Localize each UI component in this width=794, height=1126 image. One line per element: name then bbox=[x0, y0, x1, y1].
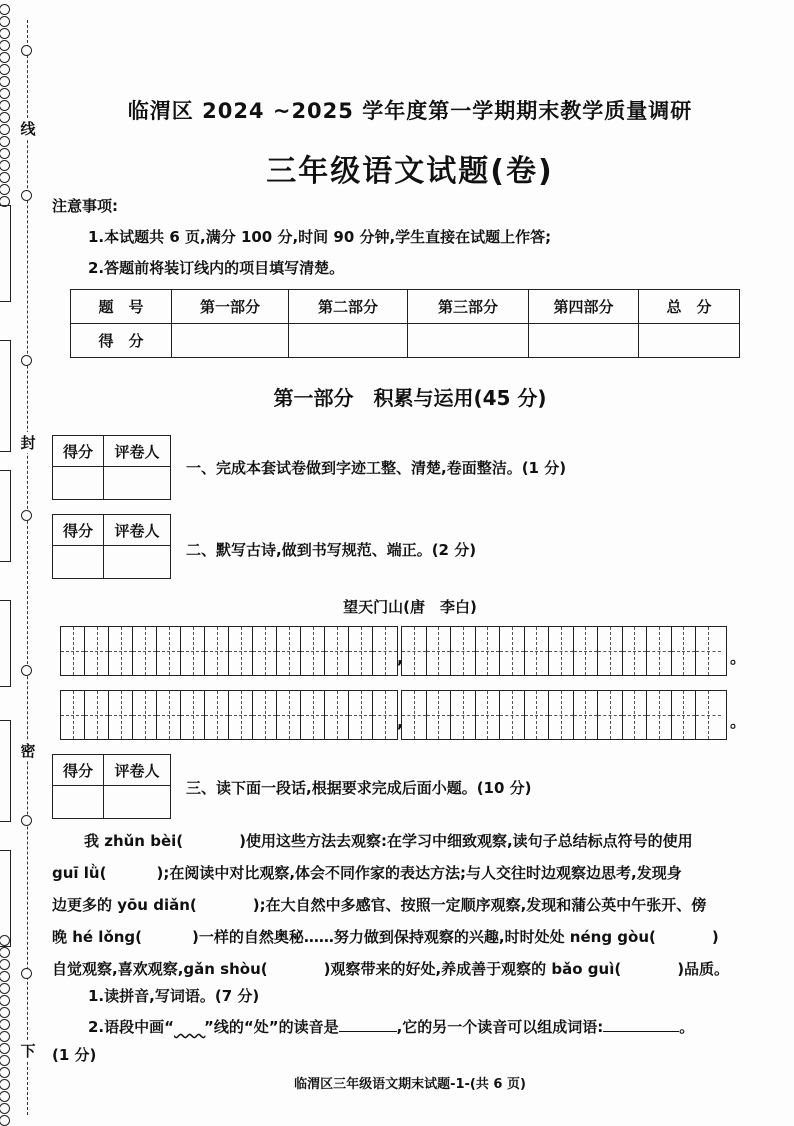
binding-hole-icon bbox=[0, 52, 10, 63]
passage-line-2: guī lǜ( );在阅读中对比观察,体会不同作家的表达方法;与人交往时边观察边思考,发现身 bbox=[52, 864, 682, 882]
binding-hole-icon bbox=[0, 1007, 10, 1018]
score-input-cell[interactable] bbox=[639, 324, 740, 358]
grader-score-input[interactable] bbox=[53, 546, 104, 579]
question-1: 一、完成本套试卷做到字迹工整、清楚,卷面整洁。(1 分) bbox=[186, 459, 567, 477]
binding-hole-icon bbox=[0, 172, 10, 183]
grader-score-input[interactable] bbox=[53, 786, 104, 819]
binding-circle-icon bbox=[21, 45, 32, 56]
grader-name-input[interactable] bbox=[104, 546, 171, 579]
binding-hole-icon bbox=[0, 1031, 10, 1042]
score-input-cell[interactable] bbox=[172, 324, 289, 358]
binding-hole-icon bbox=[0, 959, 10, 970]
binding-char-xian: 线 bbox=[18, 118, 38, 139]
binding-margin bbox=[0, 0, 48, 1123]
writing-grid[interactable] bbox=[60, 690, 398, 740]
binding-circle-icon bbox=[21, 968, 32, 979]
binding-circle-icon bbox=[21, 665, 32, 676]
binding-hole-icon bbox=[0, 947, 10, 958]
binding-field-box bbox=[0, 720, 11, 822]
score-header-cell: 第四部分 bbox=[529, 290, 639, 324]
grader-score-label: 得分 bbox=[53, 755, 104, 786]
part1-heading: 第一部分 积累与运用(45 分) bbox=[273, 386, 547, 410]
binding-hole-icon bbox=[0, 40, 10, 51]
binding-char-feng: 封 bbox=[18, 432, 38, 453]
question-2: 二、默写古诗,做到书写规范、端正。(2 分) bbox=[186, 541, 477, 559]
binding-hole-icon bbox=[0, 1115, 10, 1126]
score-input-cell[interactable] bbox=[529, 324, 639, 358]
binding-hole-icon bbox=[0, 76, 10, 87]
subquestion-2-score: (1 分) bbox=[52, 1046, 97, 1064]
score-table bbox=[70, 289, 740, 358]
exam-subtitle: 三年级语文试题(卷) bbox=[266, 154, 554, 189]
poem-period: 。 bbox=[730, 648, 747, 667]
binding-field-box bbox=[0, 205, 11, 302]
binding-hole-icon bbox=[0, 124, 10, 135]
binding-field-box bbox=[0, 850, 11, 947]
grader-name-input[interactable] bbox=[104, 786, 171, 819]
note-item-1: 1.本试题共 6 页,满分 100 分,时间 90 分钟,学生直接在试题上作答; bbox=[88, 228, 552, 246]
binding-field-box bbox=[0, 470, 11, 562]
score-header-cell: 第一部分 bbox=[172, 290, 289, 324]
answer-blank[interactable] bbox=[603, 1016, 679, 1032]
passage-line-4: 晚 hé lǒng( )一样的自然奥秘……努力做到保持观察的兴趣,时时处处 néng gòu( ) bbox=[52, 928, 719, 946]
binding-hole-icon bbox=[0, 4, 10, 15]
binding-hole-icon bbox=[0, 1043, 10, 1054]
writing-grid[interactable] bbox=[60, 626, 398, 676]
binding-hole-icon bbox=[0, 160, 10, 171]
writing-grid[interactable] bbox=[401, 626, 727, 676]
question-3: 三、读下面一段话,根据要求完成后面小题。(10 分) bbox=[186, 779, 532, 797]
binding-hole-icon bbox=[0, 1079, 10, 1090]
binding-hole-icon bbox=[0, 136, 10, 147]
binding-hole-icon bbox=[0, 100, 10, 111]
binding-circle-icon bbox=[21, 510, 32, 521]
binding-hole-icon bbox=[0, 64, 10, 75]
binding-hole-icon bbox=[0, 1091, 10, 1102]
grader-name-label: 评卷人 bbox=[104, 436, 171, 467]
note-item-2: 2.答题前将装订线内的项目填写清楚。 bbox=[88, 259, 345, 277]
passage-line-3: 边更多的 yōu diǎn( );在大自然中多感官、按照一定顺序观察,发现和蒲公英中午张开、傍 bbox=[52, 896, 707, 914]
score-row-label: 得 分 bbox=[71, 324, 172, 358]
binding-circle-icon bbox=[21, 190, 32, 201]
poem-period: 。 bbox=[730, 712, 747, 731]
page-footer: 临渭区三年级语文期末试题-1-(共 6 页) bbox=[294, 1077, 526, 1092]
binding-hole-icon bbox=[0, 1067, 10, 1078]
grader-name-label: 评卷人 bbox=[104, 755, 171, 786]
binding-hole-icon bbox=[0, 28, 10, 39]
binding-hole-icon bbox=[0, 983, 10, 994]
poem-title: 望天门山(唐 李白) bbox=[343, 598, 477, 616]
passage-line-5: 自觉观察,喜欢观察,gǎn shòu( )观察带来的好处,养成善于观察的 bǎo guì( )品质。 bbox=[52, 960, 730, 978]
binding-hole-icon bbox=[0, 88, 10, 99]
grader-score-label: 得分 bbox=[53, 436, 104, 467]
grader-box bbox=[52, 754, 171, 819]
writing-grid[interactable] bbox=[401, 690, 727, 740]
grader-name-input[interactable] bbox=[104, 467, 171, 500]
binding-field-box bbox=[0, 600, 11, 687]
binding-hole-icon bbox=[0, 148, 10, 159]
grader-score-input[interactable] bbox=[53, 467, 104, 500]
notes-heading: 注意事项: bbox=[52, 197, 118, 215]
poem-comma: , bbox=[397, 712, 404, 731]
score-header-cell: 总 分 bbox=[639, 290, 740, 324]
binding-circle-icon bbox=[21, 355, 32, 366]
binding-hole-icon bbox=[0, 1019, 10, 1030]
binding-hole-icon bbox=[0, 971, 10, 982]
binding-circle-icon bbox=[21, 815, 32, 826]
binding-hole-icon bbox=[0, 184, 10, 195]
score-header-cell: 题 号 bbox=[71, 290, 172, 324]
subquestion-1: 1.读拼音,写词语。(7 分) bbox=[88, 987, 260, 1005]
binding-hole-icon bbox=[0, 1103, 10, 1114]
binding-hole-icon bbox=[0, 1055, 10, 1066]
binding-char-xia: 下 bbox=[18, 1040, 38, 1061]
score-input-cell[interactable] bbox=[289, 324, 408, 358]
binding-hole-icon bbox=[0, 16, 10, 27]
subquestion-2: 2.语段中画“ ”线的“处”的读音是 ,它的另一个读音可以组成词语: 。 bbox=[88, 1018, 695, 1036]
wavy-line-icon bbox=[174, 1018, 204, 1036]
poem-comma: , bbox=[397, 648, 404, 667]
binding-dashed-line bbox=[27, 20, 28, 1115]
grader-name-label: 评卷人 bbox=[104, 515, 171, 546]
exam-header-title: 临渭区 2024 ~2025 学年度第一学期期末教学质量调研 bbox=[127, 99, 693, 123]
binding-hole-icon bbox=[0, 995, 10, 1006]
binding-char-mi: 密 bbox=[18, 740, 38, 761]
grader-box bbox=[52, 514, 171, 579]
score-header-cell: 第二部分 bbox=[289, 290, 408, 324]
answer-blank[interactable] bbox=[339, 1016, 397, 1032]
binding-field-box bbox=[0, 340, 11, 452]
score-header-cell: 第三部分 bbox=[408, 290, 529, 324]
grader-score-label: 得分 bbox=[53, 515, 104, 546]
binding-hole-icon bbox=[0, 112, 10, 123]
grader-box bbox=[52, 435, 171, 500]
passage-line-1: 我 zhǔn bèi( )使用这些方法去观察:在学习中细致观察,读句子总结标点符号的使用 bbox=[84, 832, 693, 850]
score-input-cell[interactable] bbox=[408, 324, 529, 358]
